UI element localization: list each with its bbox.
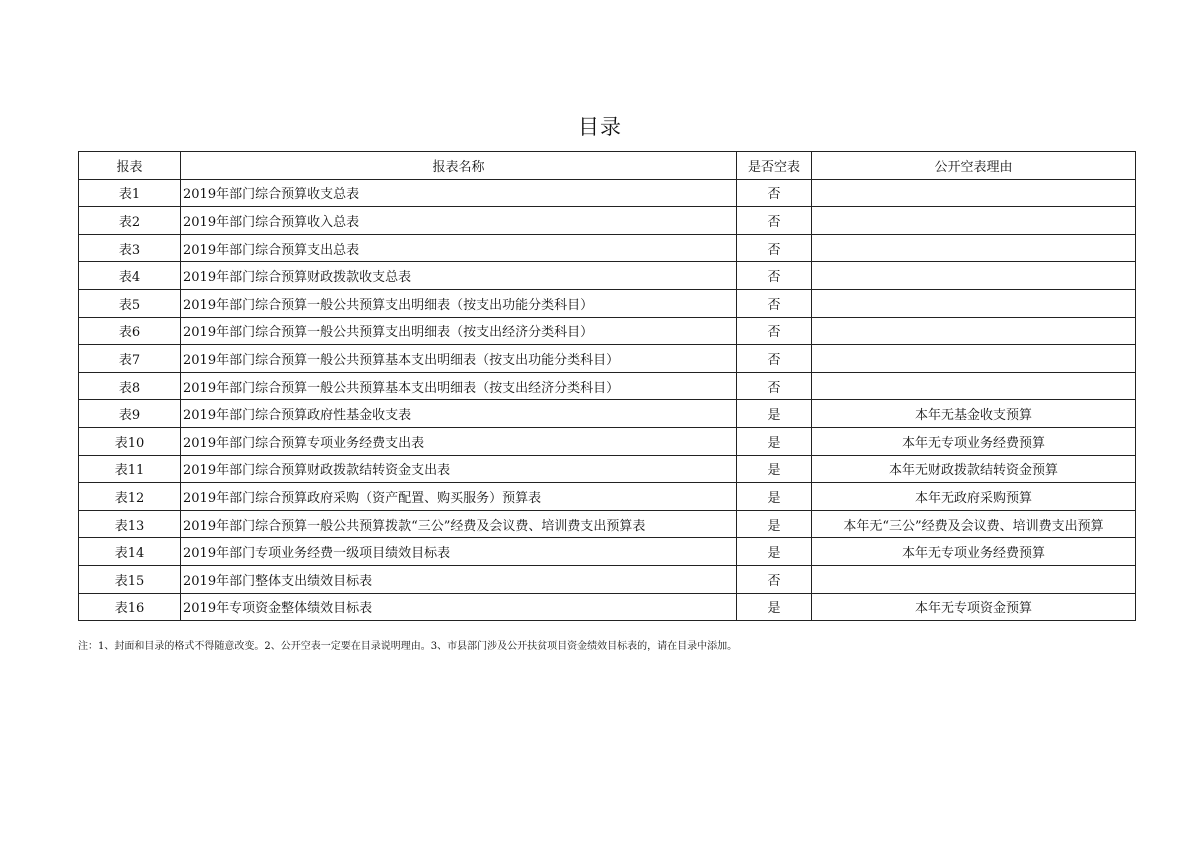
report-no-cell: 表13: [79, 510, 181, 538]
empty-reason-cell: [812, 565, 1136, 593]
table-row: [79, 427, 1136, 455]
header-is-empty: 是否空表: [737, 152, 812, 180]
is-empty-cell: 否: [737, 372, 812, 400]
table-row: [79, 593, 1136, 621]
report-no-cell: 表16: [79, 593, 181, 621]
header-report-name: 报表名称: [181, 152, 737, 180]
report-name-cell: 2019年部门综合预算政府采购（资产配置、购买服务）预算表: [181, 483, 737, 511]
report-no-cell: 表1: [79, 179, 181, 207]
report-name-cell: 2019年部门综合预算一般公共预算基本支出明细表（按支出经济分类科目）: [181, 372, 737, 400]
empty-reason-cell: 本年无专项业务经费预算: [812, 427, 1136, 455]
report-no-cell: 表2: [79, 207, 181, 235]
report-name-cell: 2019年专项资金整体绩效目标表: [181, 593, 737, 621]
report-no-cell: 表5: [79, 289, 181, 317]
table-row: [79, 455, 1136, 483]
is-empty-cell: 否: [737, 565, 812, 593]
report-name-cell: 2019年部门综合预算收支总表: [181, 179, 737, 207]
is-empty-cell: 否: [737, 317, 812, 345]
report-name-cell: 2019年部门综合预算收入总表: [181, 207, 737, 235]
report-name-cell: 2019年部门综合预算财政拨款结转资金支出表: [181, 455, 737, 483]
report-no-cell: 表9: [79, 400, 181, 428]
empty-reason-cell: 本年无专项业务经费预算: [812, 538, 1136, 566]
report-no-cell: 表10: [79, 427, 181, 455]
empty-reason-cell: [812, 262, 1136, 290]
table-row: [79, 565, 1136, 593]
empty-reason-cell: [812, 207, 1136, 235]
table-row: [79, 483, 1136, 511]
empty-reason-cell: 本年无专项资金预算: [812, 593, 1136, 621]
report-name-cell: 2019年部门综合预算一般公共预算支出明细表（按支出功能分类科目）: [181, 289, 737, 317]
report-no-cell: 表3: [79, 234, 181, 262]
report-no-cell: 表4: [79, 262, 181, 290]
is-empty-cell: 否: [737, 207, 812, 235]
empty-reason-cell: 本年无“三公”经费及会议费、培训费支出预算: [812, 510, 1136, 538]
empty-reason-cell: 本年无财政拨款结转资金预算: [812, 455, 1136, 483]
empty-reason-cell: [812, 179, 1136, 207]
report-no-cell: 表7: [79, 345, 181, 373]
report-no-cell: 表14: [79, 538, 181, 566]
table-row: [79, 372, 1136, 400]
report-name-cell: 2019年部门综合预算一般公共预算支出明细表（按支出经济分类科目）: [181, 317, 737, 345]
is-empty-cell: 是: [737, 483, 812, 511]
table-row: [79, 289, 1136, 317]
page-title: 目录: [578, 115, 622, 139]
empty-reason-cell: [812, 234, 1136, 262]
is-empty-cell: 否: [737, 345, 812, 373]
header-empty-reason: 公开空表理由: [812, 152, 1136, 180]
table-row: [79, 234, 1136, 262]
report-name-cell: 2019年部门综合预算专项业务经费支出表: [181, 427, 737, 455]
report-name-cell: 2019年部门综合预算政府性基金收支表: [181, 400, 737, 428]
empty-reason-cell: [812, 289, 1136, 317]
table-header-row: [79, 152, 1136, 180]
empty-reason-cell: [812, 317, 1136, 345]
report-no-cell: 表12: [79, 483, 181, 511]
table-body: [79, 179, 1136, 621]
is-empty-cell: 是: [737, 510, 812, 538]
table-row: [79, 262, 1136, 290]
empty-reason-cell: [812, 345, 1136, 373]
table-row: [79, 207, 1136, 235]
is-empty-cell: 否: [737, 289, 812, 317]
report-no-cell: 表8: [79, 372, 181, 400]
report-name-cell: 2019年部门综合预算财政拨款收支总表: [181, 262, 737, 290]
table-row: [79, 510, 1136, 538]
header-report-no: 报表: [79, 152, 181, 180]
report-name-cell: 2019年部门综合预算一般公共预算拨款“三公”经费及会议费、培训费支出预算表: [181, 510, 737, 538]
empty-reason-cell: [812, 372, 1136, 400]
report-name-cell: 2019年部门综合预算一般公共预算基本支出明细表（按支出功能分类科目）: [181, 345, 737, 373]
report-name-cell: 2019年部门综合预算支出总表: [181, 234, 737, 262]
table-row: [79, 317, 1136, 345]
catalog-table: [78, 151, 1136, 621]
is-empty-cell: 否: [737, 234, 812, 262]
is-empty-cell: 是: [737, 400, 812, 428]
report-no-cell: 表6: [79, 317, 181, 345]
is-empty-cell: 是: [737, 538, 812, 566]
report-name-cell: 2019年部门专项业务经费一级项目绩效目标表: [181, 538, 737, 566]
empty-reason-cell: 本年无政府采购预算: [812, 483, 1136, 511]
table-row: [79, 179, 1136, 207]
table-row: [79, 400, 1136, 428]
footnote: 注：1、封面和目录的格式不得随意改变。2、公开空表一定要在目录说明理由。3、市县部门涉及公开扶贫项目资金绩效目标表的，请在目录中添加。: [78, 641, 738, 652]
empty-reason-cell: 本年无基金收支预算: [812, 400, 1136, 428]
is-empty-cell: 是: [737, 455, 812, 483]
table-row: [79, 345, 1136, 373]
table-row: [79, 538, 1136, 566]
is-empty-cell: 是: [737, 593, 812, 621]
is-empty-cell: 否: [737, 179, 812, 207]
report-no-cell: 表11: [79, 455, 181, 483]
is-empty-cell: 否: [737, 262, 812, 290]
report-name-cell: 2019年部门整体支出绩效目标表: [181, 565, 737, 593]
is-empty-cell: 是: [737, 427, 812, 455]
report-no-cell: 表15: [79, 565, 181, 593]
